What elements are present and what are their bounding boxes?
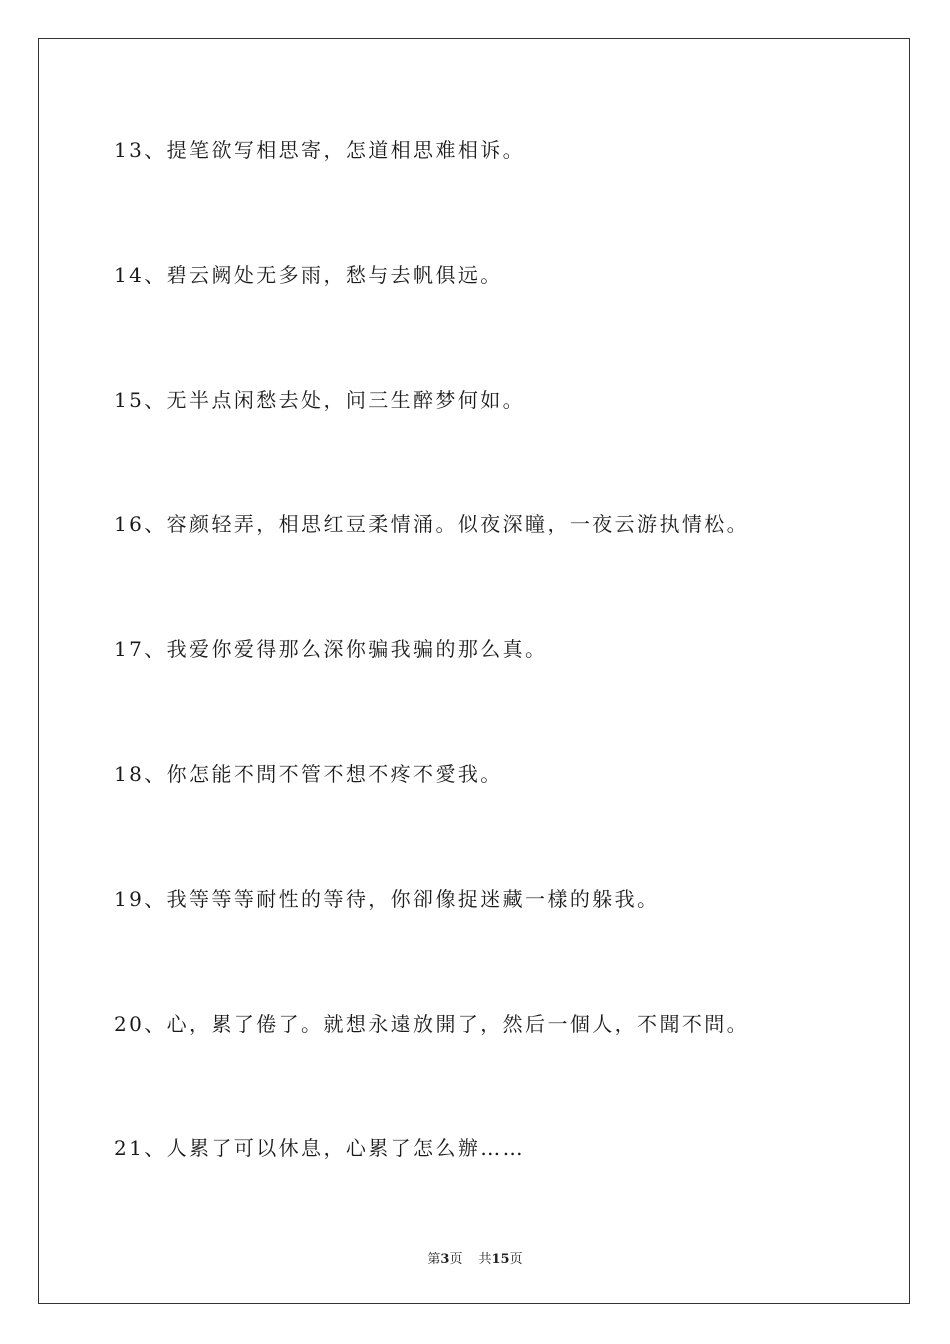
page-footer [0,1248,950,1267]
current-page-number: 3 [440,1252,450,1267]
quote-line-16: 16、容颜轻弄，相思红豆柔情涌。似夜深瞳，一夜云游执情松。 [114,512,750,537]
quote-line-13: 13、提笔欲写相思寄，怎道相思难相诉。 [114,138,526,162]
total-page-count: 15 [491,1252,510,1267]
page-prefix: 第 [427,1252,441,1267]
quote-line-20: 20、心，累了倦了。就想永遠放開了，然后一個人，不聞不問。 [114,1011,750,1036]
total-prefix: 共 [478,1252,492,1267]
quote-line-15: 15、无半点闲愁去处，问三生醉梦何如。 [114,387,526,412]
quote-line-17: 17、我爱你爱得那么深你骗我骗的那么真。 [114,637,548,662]
quote-line-21: 21、人累了可以休息，心累了怎么辦…… [114,1136,526,1161]
quote-line-19: 19、我等等等耐性的等待，你卻像捉迷藏一樣的躲我。 [114,886,660,911]
quote-list [114,132,874,1255]
quote-line-18: 18、你怎能不問不管不想不疼不愛我。 [114,761,503,786]
quote-line-14: 14、碧云阙处无多雨，愁与去帆俱远。 [114,262,503,287]
page-suffix: 页 [449,1252,463,1267]
total-suffix: 页 [509,1252,523,1267]
